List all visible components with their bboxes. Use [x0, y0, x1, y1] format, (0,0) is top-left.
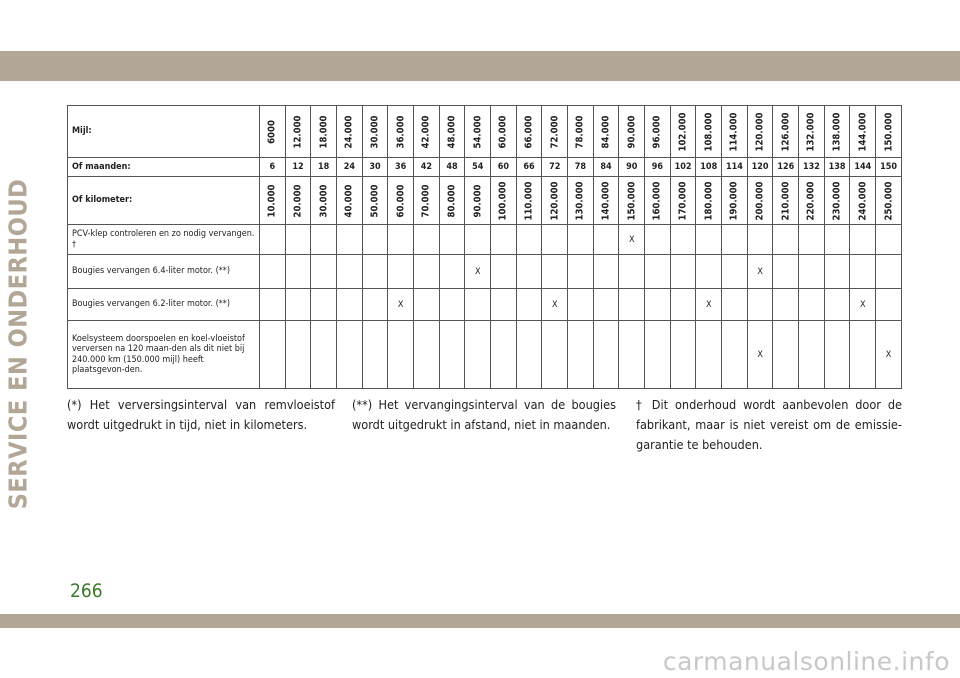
service-mark — [850, 225, 876, 255]
service-mark — [722, 289, 748, 321]
km-value: 190.000 — [728, 181, 740, 220]
service-mark — [876, 225, 902, 255]
miles-cell — [850, 106, 876, 158]
service-mark — [619, 289, 645, 321]
km-cell — [542, 177, 568, 225]
months-value: 84 — [593, 158, 619, 177]
miles-value: 90.000 — [626, 115, 638, 148]
maintenance-schedule-table — [67, 105, 902, 389]
km-value: 50.000 — [369, 184, 381, 217]
km-value: 60.000 — [395, 184, 407, 217]
service-row — [68, 321, 902, 389]
service-mark — [439, 289, 465, 321]
watermark-text: carmanualsonline.info — [662, 647, 950, 676]
header-row-mijl — [68, 106, 902, 158]
service-mark: X — [465, 255, 491, 289]
months-value: 66 — [516, 158, 542, 177]
miles-value: 138.000 — [831, 112, 843, 151]
km-value: 240.000 — [857, 181, 869, 220]
service-mark — [850, 255, 876, 289]
miles-value: 120.000 — [754, 112, 766, 151]
service-mark — [773, 289, 799, 321]
miles-cell — [285, 106, 311, 158]
service-mark — [414, 225, 440, 255]
service-mark — [311, 321, 337, 389]
miles-value: 66.000 — [523, 115, 535, 148]
miles-value: 102.000 — [677, 112, 689, 151]
miles-cell — [568, 106, 594, 158]
service-mark — [799, 321, 825, 389]
service-mark — [568, 321, 594, 389]
service-mark — [773, 225, 799, 255]
service-mark — [337, 289, 363, 321]
service-mark — [285, 225, 311, 255]
page-number: 266 — [70, 580, 103, 602]
service-mark — [311, 289, 337, 321]
months-value: 24 — [337, 158, 363, 177]
miles-value: 72.000 — [549, 115, 561, 148]
service-mark — [645, 255, 671, 289]
miles-cell — [696, 106, 722, 158]
service-mark — [670, 289, 696, 321]
service-mark — [568, 225, 594, 255]
miles-cell — [311, 106, 337, 158]
service-mark — [516, 321, 542, 389]
section-title: SERVICE EN ONDERHOUD — [3, 178, 33, 510]
km-cell — [465, 177, 491, 225]
service-item-label: Bougies vervangen 6.2-liter motor. (**) — [68, 289, 260, 321]
miles-cell — [773, 106, 799, 158]
service-mark — [722, 225, 748, 255]
row-header-label: Of kilometer: — [68, 177, 260, 225]
miles-cell — [414, 106, 440, 158]
service-mark — [824, 255, 850, 289]
service-mark — [542, 321, 568, 389]
service-mark — [388, 321, 414, 389]
service-mark — [670, 225, 696, 255]
months-value: 18 — [311, 158, 337, 177]
service-mark — [747, 225, 773, 255]
km-value: 100.000 — [497, 181, 509, 220]
km-value: 30.000 — [318, 184, 330, 217]
service-mark — [824, 289, 850, 321]
km-value: 150.000 — [626, 181, 638, 220]
service-mark — [260, 255, 286, 289]
months-value: 72 — [542, 158, 568, 177]
service-mark — [876, 289, 902, 321]
months-value: 120 — [747, 158, 773, 177]
service-mark — [388, 255, 414, 289]
service-mark — [824, 225, 850, 255]
km-cell — [696, 177, 722, 225]
service-mark — [414, 289, 440, 321]
service-mark — [876, 255, 902, 289]
service-mark — [337, 255, 363, 289]
service-mark — [491, 225, 517, 255]
km-value: 120.000 — [549, 181, 561, 220]
km-value: 170.000 — [677, 181, 689, 220]
km-value: 160.000 — [651, 181, 663, 220]
footer-band — [0, 614, 960, 628]
service-mark — [568, 255, 594, 289]
km-value: 220.000 — [805, 181, 817, 220]
km-cell — [876, 177, 902, 225]
service-mark — [670, 321, 696, 389]
miles-value: 12.000 — [292, 115, 304, 148]
header-band — [0, 51, 960, 81]
miles-cell — [465, 106, 491, 158]
service-mark — [465, 321, 491, 389]
months-value: 30 — [362, 158, 388, 177]
miles-value: 54.000 — [472, 115, 484, 148]
km-cell — [439, 177, 465, 225]
service-mark — [670, 255, 696, 289]
km-cell — [388, 177, 414, 225]
service-mark: X — [619, 225, 645, 255]
service-mark — [439, 225, 465, 255]
km-value: 140.000 — [600, 181, 612, 220]
months-value: 12 — [285, 158, 311, 177]
service-mark — [285, 255, 311, 289]
service-mark: X — [696, 289, 722, 321]
months-value: 54 — [465, 158, 491, 177]
service-mark — [491, 289, 517, 321]
service-mark — [722, 255, 748, 289]
service-mark — [414, 321, 440, 389]
months-value: 90 — [619, 158, 645, 177]
service-mark — [516, 289, 542, 321]
service-mark — [388, 225, 414, 255]
miles-cell — [824, 106, 850, 158]
km-cell — [799, 177, 825, 225]
service-mark: X — [542, 289, 568, 321]
service-mark — [696, 321, 722, 389]
km-cell — [311, 177, 337, 225]
km-cell — [722, 177, 748, 225]
miles-cell — [593, 106, 619, 158]
months-value: 102 — [670, 158, 696, 177]
miles-value: 132.000 — [805, 112, 817, 151]
km-value: 110.000 — [523, 181, 535, 220]
service-mark — [773, 255, 799, 289]
miles-value: 84.000 — [600, 115, 612, 148]
service-mark — [311, 255, 337, 289]
miles-value: 126.000 — [780, 112, 792, 151]
service-mark — [593, 321, 619, 389]
km-value: 180.000 — [703, 181, 715, 220]
service-mark — [516, 255, 542, 289]
service-mark — [465, 225, 491, 255]
miles-cell — [542, 106, 568, 158]
service-row — [68, 289, 902, 321]
header-row-maand — [68, 158, 902, 177]
km-value: 230.000 — [831, 181, 843, 220]
km-cell — [568, 177, 594, 225]
service-mark — [619, 255, 645, 289]
km-cell — [285, 177, 311, 225]
miles-cell — [362, 106, 388, 158]
service-mark — [285, 289, 311, 321]
service-mark — [773, 321, 799, 389]
km-value: 90.000 — [472, 184, 484, 217]
miles-value: 96.000 — [651, 115, 663, 148]
miles-value: 144.000 — [857, 112, 869, 151]
service-mark — [362, 321, 388, 389]
service-mark — [260, 289, 286, 321]
months-value: 96 — [645, 158, 671, 177]
miles-cell — [619, 106, 645, 158]
service-mark — [824, 321, 850, 389]
service-item-label: Koelsysteem doorspoelen en koel-vloeistof verversen na 120 maan-den als dit niet bij 240.000 km (150.000 mijl) heeft plaatsgevon-den. — [68, 321, 260, 389]
months-value: 60 — [491, 158, 517, 177]
service-mark — [799, 289, 825, 321]
service-mark — [491, 255, 517, 289]
km-cell — [670, 177, 696, 225]
service-mark — [337, 321, 363, 389]
miles-cell — [876, 106, 902, 158]
miles-value: 48.000 — [446, 115, 458, 148]
miles-cell — [747, 106, 773, 158]
service-mark: X — [747, 255, 773, 289]
months-value: 126 — [773, 158, 799, 177]
note-brake-fluid: (*) Het verversingsinterval van remvloeistof wordt uitgedrukt in tijd, niet in kilometers. — [67, 397, 335, 432]
service-mark — [311, 225, 337, 255]
miles-value: 36.000 — [395, 115, 407, 148]
service-mark — [645, 321, 671, 389]
service-mark — [593, 225, 619, 255]
service-mark — [747, 289, 773, 321]
km-cell — [260, 177, 286, 225]
miles-cell — [260, 106, 286, 158]
service-mark — [439, 321, 465, 389]
service-mark — [542, 255, 568, 289]
miles-cell — [439, 106, 465, 158]
miles-cell — [645, 106, 671, 158]
months-value: 36 — [388, 158, 414, 177]
miles-cell — [491, 106, 517, 158]
service-mark: X — [388, 289, 414, 321]
service-mark — [593, 289, 619, 321]
note-manufacturer: † Dit onderhoud wordt aanbevolen door de fabrikant, maar is niet vereist om de emissie-garantie te behouden. — [636, 397, 902, 452]
months-value: 144 — [850, 158, 876, 177]
km-cell — [824, 177, 850, 225]
service-mark — [645, 289, 671, 321]
miles-value: 30.000 — [369, 115, 381, 148]
months-value: 138 — [824, 158, 850, 177]
row-header-label: Of maanden: — [68, 158, 260, 177]
miles-cell — [388, 106, 414, 158]
service-mark — [696, 255, 722, 289]
km-value: 80.000 — [446, 184, 458, 217]
km-cell — [337, 177, 363, 225]
km-cell — [850, 177, 876, 225]
km-value: 250.000 — [883, 181, 895, 220]
header-row-km — [68, 177, 902, 225]
service-mark — [465, 289, 491, 321]
service-mark — [362, 225, 388, 255]
km-cell — [619, 177, 645, 225]
service-mark — [619, 321, 645, 389]
service-mark — [645, 225, 671, 255]
miles-value: 150.000 — [883, 112, 895, 151]
service-mark — [593, 255, 619, 289]
months-value: 114 — [722, 158, 748, 177]
miles-value: 6000 — [266, 119, 278, 144]
miles-value: 18.000 — [318, 115, 330, 148]
service-mark — [414, 255, 440, 289]
service-mark — [439, 255, 465, 289]
miles-cell — [516, 106, 542, 158]
note-spark-plugs: (**) Het vervangingsinterval van de bougies wordt uitgedrukt in afstand, niet in maanden. — [352, 397, 616, 432]
miles-value: 114.000 — [728, 112, 740, 151]
months-value: 6 — [260, 158, 286, 177]
km-cell — [491, 177, 517, 225]
service-item-label: Bougies vervangen 6.4-liter motor. (**) — [68, 255, 260, 289]
km-value: 70.000 — [420, 184, 432, 217]
km-cell — [773, 177, 799, 225]
km-value: 40.000 — [343, 184, 355, 217]
miles-cell — [670, 106, 696, 158]
months-value: 108 — [696, 158, 722, 177]
service-mark — [850, 321, 876, 389]
miles-value: 78.000 — [574, 115, 586, 148]
service-mark — [337, 225, 363, 255]
km-value: 210.000 — [780, 181, 792, 220]
km-cell — [747, 177, 773, 225]
miles-value: 24.000 — [343, 115, 355, 148]
service-mark — [568, 289, 594, 321]
service-mark — [799, 255, 825, 289]
service-mark — [696, 225, 722, 255]
km-cell — [593, 177, 619, 225]
months-value: 150 — [876, 158, 902, 177]
service-mark — [260, 225, 286, 255]
months-value: 42 — [414, 158, 440, 177]
service-mark — [799, 225, 825, 255]
service-mark — [362, 289, 388, 321]
service-item-label: PCV-klep controleren en zo nodig vervangen. † — [68, 225, 260, 255]
months-value: 78 — [568, 158, 594, 177]
miles-value: 60.000 — [497, 115, 509, 148]
miles-value: 108.000 — [703, 112, 715, 151]
service-mark: X — [876, 321, 902, 389]
km-value: 20.000 — [292, 184, 304, 217]
km-cell — [362, 177, 388, 225]
service-mark — [491, 321, 517, 389]
km-cell — [414, 177, 440, 225]
miles-cell — [337, 106, 363, 158]
service-row — [68, 225, 902, 255]
service-mark — [285, 321, 311, 389]
miles-value: 42.000 — [420, 115, 432, 148]
service-row — [68, 255, 902, 289]
service-mark — [260, 321, 286, 389]
service-mark — [516, 225, 542, 255]
months-value: 48 — [439, 158, 465, 177]
row-header-label: Mijl: — [68, 106, 260, 158]
service-mark — [362, 255, 388, 289]
km-cell — [645, 177, 671, 225]
miles-cell — [799, 106, 825, 158]
service-mark — [722, 321, 748, 389]
service-mark: X — [850, 289, 876, 321]
service-mark: X — [747, 321, 773, 389]
months-value: 132 — [799, 158, 825, 177]
km-cell — [516, 177, 542, 225]
km-value: 200.000 — [754, 181, 766, 220]
service-mark — [542, 225, 568, 255]
km-value: 130.000 — [574, 181, 586, 220]
miles-cell — [722, 106, 748, 158]
km-value: 10.000 — [266, 184, 278, 217]
